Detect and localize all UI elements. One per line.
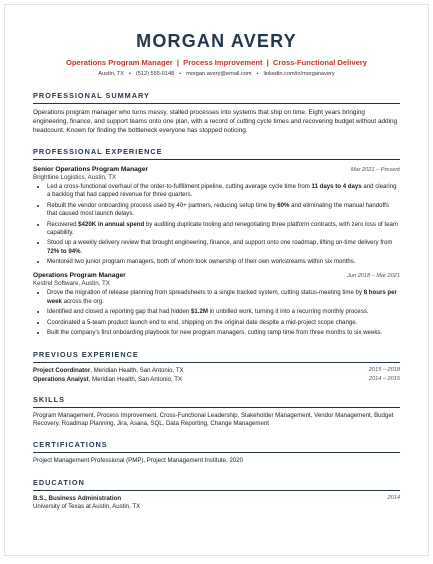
degree: B.S., Business Administration (33, 494, 122, 502)
section-heading-previous: PREVIOUS EXPERIENCE (33, 350, 400, 363)
previous-role-org: Meridian Health, San Antonio, TX (92, 375, 183, 383)
previous-role-dates: 2015 – 2018 (368, 366, 400, 373)
job-bullet: • Stood up a weekly delivery review that brought engineering, finance, and support onto one roadmap, lifting on-time delivery from 72% to 94%. (47, 239, 400, 255)
job-title: Operations Program Manager (33, 272, 126, 280)
job-company: Kestrel Software, Austin, TX (33, 280, 110, 288)
previous-role-title: Project Coordinator (33, 366, 91, 374)
job-bullet: • Recovered $420K in annual spend by auditing duplicate tooling and renegotiating three platform contracts, with zero loss of team capability. (47, 221, 400, 237)
tagline-item: Operations Program Manager (66, 58, 173, 67)
job-bullet: • Built the company's first onboarding playbook for new program managers, cutting ramp time from three months to six weeks. (47, 329, 400, 337)
section-heading-summary: PROFESSIONAL SUMMARY (33, 91, 400, 104)
contact-separator: • (256, 71, 259, 77)
tagline-item: Cross-Functional Delivery (272, 58, 367, 67)
candidate-name: MORGAN AVERY (136, 31, 297, 51)
job-bullet: • Coordinated a 5-team product launch end to end, shipping on the original date despite a mid-project scope change. (47, 319, 400, 327)
school: University of Texas at Austin, Austin, TX (33, 502, 141, 510)
location: Austin, TX (98, 71, 124, 77)
job-entry (33, 166, 400, 266)
section-heading-certifications: CERTIFICATIONS (33, 440, 400, 453)
job-bullet: • Rebuilt the vendor onboarding process used by 40+ partners, reducing setup time by 60% and eliminating the manual handoffs that caused most launch delays. (47, 202, 400, 218)
certifications-text: Project Management Professional (PMP), Project Management Institute, 2020 (33, 457, 243, 465)
job-company: Brightline Logistics, Austin, TX (33, 174, 117, 181)
job-bullet: • Drove the migration of release planning from spreadsheets to a single tracked system, cutting status-meeting time by 8 hours per week across the org. (47, 289, 400, 305)
resume-page (4, 4, 429, 556)
contact-separator: • (128, 71, 131, 77)
section-heading-experience: PROFESSIONAL EXPERIENCE (33, 147, 400, 160)
previous-role-title: Operations Analyst (33, 375, 89, 383)
tagline-separator: | (266, 58, 269, 67)
tagline-separator: | (176, 58, 180, 67)
summary-text: Operations program manager who turns messy, stalled processes into systems that ship on time. Eight years bringing engineering, finance, and support teams onto one plan, with a record of cutting cycle times and recovering budget without adding headcount. Known for finding the bottleneck everyone has stopped noticing. (33, 109, 398, 134)
contact-separator: • (179, 71, 182, 77)
previous-role: Project Coordinator, Meridian Health, San Antonio, TX 2015 – 2018 (33, 366, 400, 374)
job-title: Senior Operations Program Manager (33, 166, 149, 173)
job-bullet: • Led a cross-functional overhaul of the order-to-fulfillment pipeline, cutting average cycle time from 11 days to 4 days and clearing a backlog that had capped revenue for three quarters. (47, 183, 400, 199)
job-bullets (33, 289, 400, 337)
previous-role: Operations Analyst, Meridian Health, San Antonio, TX 2014 – 2015 (33, 375, 400, 383)
previous-role-org: Meridian Health, San Antonio, TX (93, 366, 184, 374)
job-bullets (33, 183, 400, 266)
previous-role-dates: 2014 – 2015 (368, 375, 400, 382)
education-entry (33, 495, 400, 502)
skills-text: Program Management, Process Improvement, Cross-Functional Leadership, Stakeholder Management, Vendor Management, Budget Recovery, Roadmap Planning, Jira, Asana, SQL, Data Reporting, Change Management (33, 411, 394, 427)
contact-line (33, 71, 400, 77)
phone: (512) 555-0148 (135, 71, 175, 77)
email: morgan.avery@email.com (186, 71, 252, 77)
job-dates: Mar 2021 – Present (350, 167, 400, 173)
linkedin: linkedin.com/in/morganavery (263, 71, 335, 77)
tagline-item: Process Improvement (183, 58, 263, 67)
job-dates: Jun 2018 – Mar 2021 (347, 273, 400, 280)
job-entry (33, 272, 400, 337)
tagline (33, 58, 400, 67)
section-heading-education: EDUCATION (33, 478, 400, 491)
graduation-year: 2014 (387, 494, 400, 501)
job-bullet: • Mentored two junior program managers, both of whom took ownership of their own workstreams within six months. (47, 258, 400, 266)
section-heading-skills: SKILLS (33, 395, 400, 408)
job-bullet: • Identified and closed a reporting gap that had hidden $1.2M in unbilled work, turning it into a recurring monthly process. (47, 308, 400, 316)
